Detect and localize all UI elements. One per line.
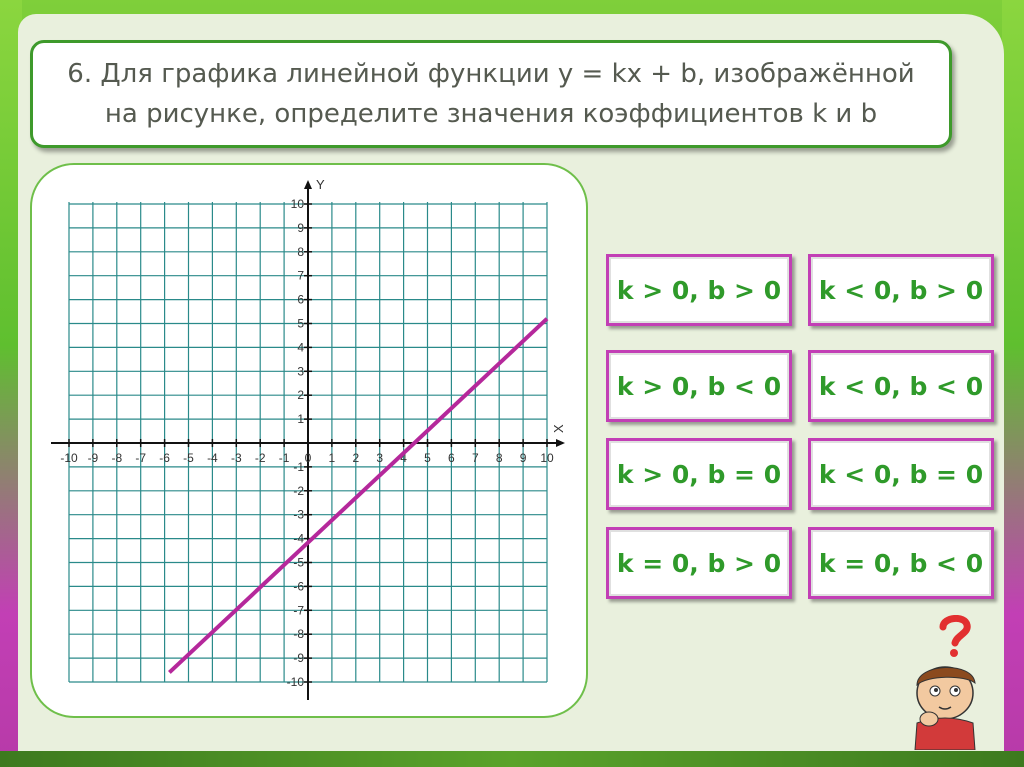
y-tick-label: -8 — [293, 627, 304, 642]
function-graph — [32, 165, 590, 720]
question-line-1: 6. Для графика линейной функции y = kx + b, изображённой — [67, 59, 915, 89]
x-tick-label: -4 — [207, 451, 218, 465]
question-box — [30, 40, 952, 148]
y-tick-label: -9 — [293, 651, 304, 666]
question-mark-icon — [943, 618, 967, 657]
x-tick-label: 10 — [540, 451, 554, 465]
y-axis-arrow — [304, 180, 312, 189]
x-tick-label: 8 — [495, 451, 503, 465]
x-tick-label: -1 — [278, 451, 290, 465]
x-tick-label: -6 — [159, 451, 170, 465]
x-tick-label: -2 — [254, 451, 266, 465]
y-tick-label: 10 — [290, 197, 304, 211]
right-decor-bar — [1002, 0, 1024, 767]
x-tick-label: 7 — [471, 451, 479, 465]
x-tick-label: 0 — [304, 451, 312, 465]
y-tick-label: -5 — [293, 555, 304, 570]
x-tick-label: 6 — [448, 451, 455, 465]
y-tick-label: -10 — [286, 675, 304, 689]
x-tick-label: -10 — [60, 451, 78, 465]
answer-button-3[interactable]: k > 0, b < 0 — [606, 350, 792, 422]
answer-button-8[interactable]: k = 0, b < 0 — [808, 527, 994, 599]
x-tick-label: -3 — [230, 451, 242, 465]
x-tick-label: 5 — [424, 451, 431, 465]
y-tick-label: 1 — [297, 412, 304, 427]
x-tick-label: 2 — [352, 451, 360, 465]
x-tick-label: 3 — [376, 451, 384, 465]
y-tick-label: 2 — [297, 388, 304, 403]
y-tick-label: -7 — [293, 603, 304, 618]
y-tick-label: -2 — [293, 483, 304, 498]
x-tick-label: 4 — [400, 451, 407, 465]
answer-button-6[interactable]: k < 0, b = 0 — [808, 438, 994, 510]
x-tick-label: -7 — [135, 451, 147, 465]
thinking-person-icon — [905, 615, 985, 750]
answer-button-2[interactable]: k < 0, b > 0 — [808, 254, 994, 326]
graph-panel — [30, 163, 588, 718]
question-line-2: на рисунке, определите значения коэффициентов k и b — [104, 99, 878, 129]
y-tick-label: -1 — [293, 459, 304, 474]
y-tick-label: 3 — [297, 364, 304, 379]
answer-button-7[interactable]: k = 0, b > 0 — [606, 527, 792, 599]
x-axis-label: X — [551, 424, 566, 433]
bottom-decor-bar — [0, 751, 1024, 767]
question-text — [67, 54, 914, 134]
answer-button-5[interactable]: k > 0, b = 0 — [606, 438, 792, 510]
y-tick-label: -6 — [293, 579, 304, 594]
y-tick-label: 7 — [297, 268, 304, 283]
y-tick-label: 8 — [297, 244, 304, 259]
y-axis-label: Y — [316, 177, 325, 192]
x-axis-arrow — [556, 439, 565, 447]
answer-button-1[interactable]: k > 0, b > 0 — [606, 254, 792, 326]
y-tick-label: 5 — [297, 316, 304, 331]
x-tick-label: -5 — [183, 451, 194, 465]
y-tick-label: 9 — [297, 220, 304, 235]
x-tick-label: 9 — [519, 451, 527, 465]
y-tick-label: -4 — [293, 531, 304, 546]
x-tick-label: -8 — [111, 451, 123, 465]
y-tick-label: 4 — [297, 340, 304, 355]
x-tick-label: -9 — [87, 451, 99, 465]
x-tick-label: 1 — [328, 451, 336, 465]
y-tick-label: 6 — [297, 292, 304, 307]
answer-button-4[interactable]: k < 0, b < 0 — [808, 350, 994, 422]
y-tick-label: -3 — [293, 507, 304, 522]
